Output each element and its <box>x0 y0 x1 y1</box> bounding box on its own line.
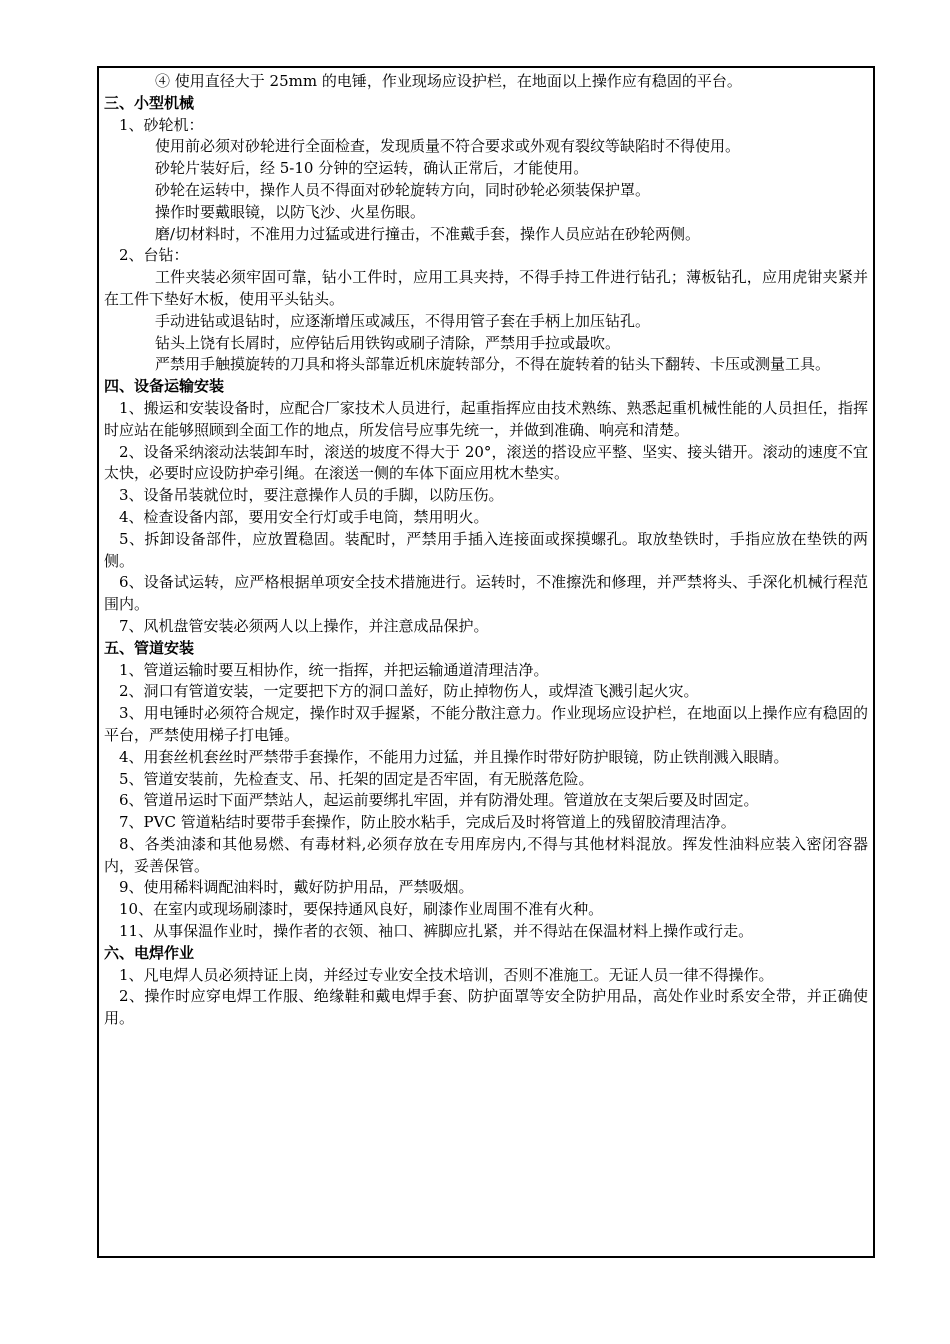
section-heading: 五、管道安装 <box>104 638 195 657</box>
numbered-paragraph: 1、凡电焊人员必须持证上岗，并经过专业安全技术培训，否则不准施工。无证人员一律不得操作。 <box>119 965 774 984</box>
sub-paragraph: 严禁用手触摸旋转的刀具和将头部靠近机床旋转部分，不得在旋转着的钻头下翻转、卡压或测量工具。 <box>155 355 831 374</box>
section-heading: 六、电焊作业 <box>104 943 195 962</box>
numbered-paragraph: 2、操作时应穿电焊工作服、绝缘鞋和戴电焊手套、防护面罩等安全防护用品，高处作业时系安全带，并正确使用。 <box>104 987 868 1028</box>
numbered-paragraph: 2、设备采纳滚动法装卸车时，滚送的坡度不得大于 20°，滚送的搭设应平整、坚实、接头错开。滚动的速度不宜太快，必要时应设防护牵引绳。在滚送一侧的车体下面应用枕木垫实。 <box>104 442 868 483</box>
numbered-paragraph: 1、管道运输时要互相协作，统一指挥，并把运输通道清理洁净。 <box>119 660 549 679</box>
numbered-paragraph: 2、洞口有管道安装，一定要把下方的洞口盖好，防止掉物伤人，或焊渣飞溅引起火灾。 <box>119 682 699 701</box>
sub-paragraph: 磨/切材料时，不准用力过猛或进行撞击，不准戴手套，操作人员应站在砂轮两侧。 <box>155 224 701 243</box>
numbered-paragraph: 7、风机盘管安装必须两人以上操作，并注意成品保护。 <box>119 616 489 635</box>
sub-paragraph: 使用前必须对砂轮进行全面检查，发现质量不符合要求或外观有裂纹等缺陷时不得使用。 <box>155 137 741 156</box>
numbered-paragraph: 3、用电锤时必须符合规定，操作时双手握紧，不能分散注意力。作业现场应设护栏，在地面以上操作应有稳固的平台，严禁使用梯子打电锤。 <box>104 704 868 744</box>
numbered-paragraph: 4、用套丝机套丝时严禁带手套操作，不能用力过猛，并且操作时带好防护眼镜，防止铁削溅入眼睛。 <box>119 747 789 766</box>
document-body <box>104 71 868 1030</box>
numbered-paragraph: 1、搬运和安装设备时，应配合厂家技术人员进行，起重指挥应由技术熟练、熟悉起重机械性能的人员担任，指挥时应站在能够照顾到全面工作的地点，所发信号应事先统一，并做到准确、响亮和清楚。 <box>104 398 868 439</box>
numbered-paragraph: 10、在室内或现场刷漆时，要保持通风良好，刷漆作业周围不准有火种。 <box>119 900 604 919</box>
numbered-paragraph: 5、拆卸设备部件，应放置稳固。装配时，严禁用手插入连接面或探摸螺孔。取放垫铁时，手指应放在垫铁的两侧。 <box>104 529 868 570</box>
sub-paragraph: ④ 使用直径大于 25mm 的电锤，作业现场应设护栏，在地面以上操作应有稳固的平台。 <box>155 72 742 90</box>
sub-paragraph: 手动进钻或退钻时，应逐渐增压或减压，不得用管子套在手柄上加压钻孔。 <box>155 311 651 330</box>
numbered-paragraph: 8、各类油漆和其他易燃、有毒材料,必须存放在专用库房内,不得与其他材料混放。挥发性油料应装入密闭容器内，妥善保管。 <box>104 834 868 875</box>
numbered-paragraph: 4、检查设备内部，要用安全行灯或手电筒，禁用明火。 <box>119 507 489 526</box>
numbered-paragraph: 6、设备试运转，应严格根据单项安全技术措施进行。运转时，不准擦洗和修理，并严禁将头、手深化机械行程范围内。 <box>104 573 868 614</box>
section-heading: 四、设备运输安装 <box>104 377 225 396</box>
section-heading: 三、小型机械 <box>104 93 195 112</box>
sub-paragraph: 砂轮片装好后，经 5-10 分钟的空运转，确认正常后，才能使用。 <box>155 159 589 178</box>
sub-paragraph: 砂轮在运转中，操作人员不得面对砂轮旋转方向，同时砂轮必须装保护罩。 <box>155 180 651 199</box>
numbered-paragraph: 5、管道安装前，先检查支、吊、托架的固定是否牢固，有无脱落危险。 <box>119 769 594 788</box>
sub-paragraph: 工件夹装必须牢固可靠，钻小工件时，应用工具夹持，不得手持工件进行钻孔；薄板钻孔，应用虎钳夹紧并在工件下垫好木板，使用平头钻头。 <box>104 268 868 308</box>
numbered-paragraph: 3、设备吊装就位时，要注意操作人员的手脚，以防压伤。 <box>119 486 504 505</box>
sub-paragraph: 钻头上饶有长屑时，应停钻后用铁钩或刷子清除，严禁用手拉或最吹。 <box>155 333 621 352</box>
sub-paragraph: 操作时要戴眼镜，以防飞沙、火星伤眼。 <box>155 202 426 221</box>
numbered-paragraph: 1、砂轮机： <box>119 115 204 134</box>
numbered-paragraph: 7、PVC 管道粘结时要带手套操作，防止胶水粘手，完成后及时将管道上的残留胶清理洁净。 <box>119 813 736 832</box>
numbered-paragraph: 11、从事保温作业时，操作者的衣领、袖口、裤脚应扎紧，并不得站在保温材料上操作或行走。 <box>119 922 754 941</box>
numbered-paragraph: 2、台钻： <box>119 246 189 265</box>
numbered-paragraph: 9、使用稀料调配油料时，戴好防护用品，严禁吸烟。 <box>119 878 474 897</box>
numbered-paragraph: 6、管道吊运时下面严禁站人，起运前要绑扎牢固，并有防滑处理。管道放在支架后要及时固定。 <box>119 791 759 810</box>
